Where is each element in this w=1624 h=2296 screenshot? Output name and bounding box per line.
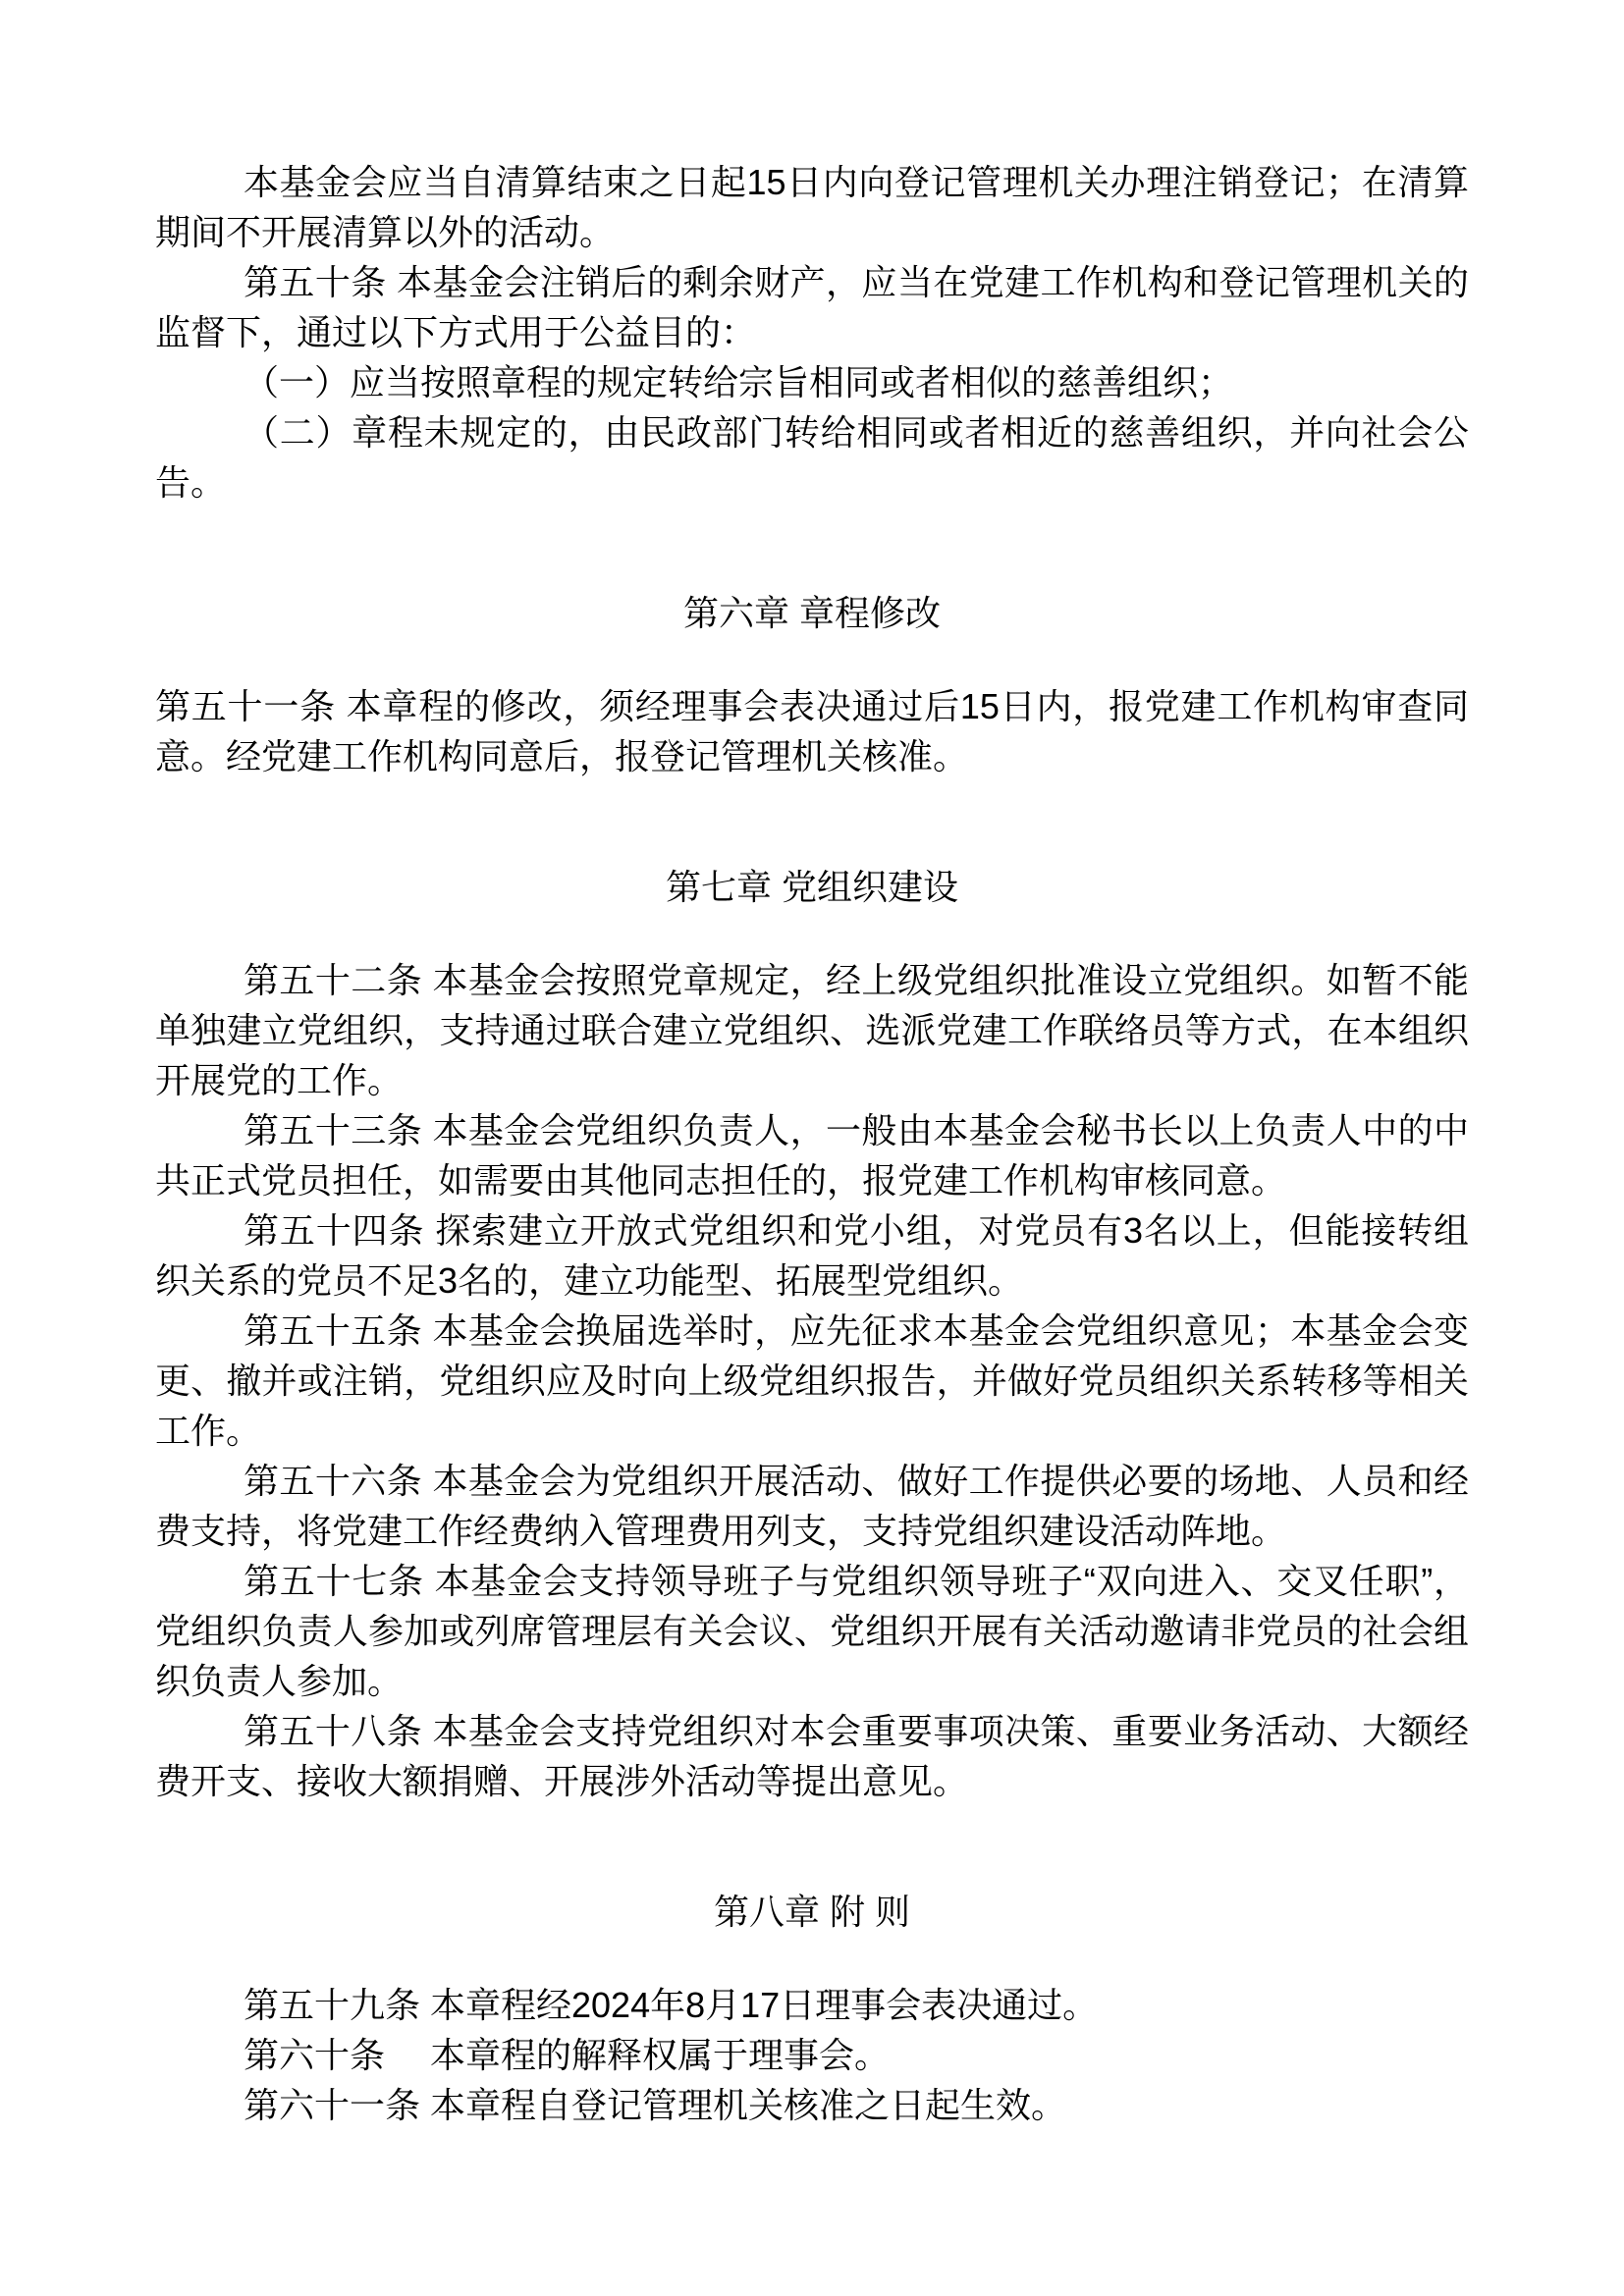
paragraph bbox=[155, 1556, 1469, 1706]
text-line: 意。经党建工作机构同意后，报登记管理机关核准。 bbox=[155, 736, 969, 776]
text-line: 第五十六条 本基金会为党组织开展活动、做好工作提供必要的场地、人员和经 bbox=[244, 1461, 1469, 1501]
paragraph bbox=[155, 681, 1469, 781]
text-line: 第五十九条 本章程经2024年8月17日理事会表决通过。 bbox=[244, 1985, 1099, 2025]
document-body bbox=[155, 157, 1469, 2130]
text-line: 工作。 bbox=[155, 1411, 262, 1451]
text-line: 第五十条 本基金会注销后的剩余财产，应当在党建工作机构和登记管理机关的 bbox=[244, 262, 1469, 302]
text-line: 第五十二条 本基金会按照党章规定，经上级党组织批准设立党组织。如暂不能 bbox=[244, 960, 1469, 1000]
text-line: 第五十五条 本基金会换届选举时，应先征求本基金会党组织意见；本基金会变 bbox=[244, 1310, 1469, 1351]
paragraph bbox=[155, 2080, 1469, 2130]
paragraph bbox=[155, 157, 1469, 257]
text-line: 第五十三条 本基金会党组织负责人，一般由本基金会秘书长以上负责人中的中 bbox=[244, 1110, 1469, 1150]
text-line: 第六十一条 本章程自登记管理机关核准之日起生效。 bbox=[244, 2085, 1067, 2125]
text-line: 单独建立党组织，支持通过联合建立党组织、选派党建工作联络员等方式，在本组织 bbox=[155, 1010, 1469, 1050]
text-line: 本基金会应当自清算结束之日起15日内向登记管理机关办理注销登记；在清算 bbox=[244, 162, 1469, 202]
text-line: 费支持，将党建工作经费纳入管理费用列支，支持党组织建设活动阵地。 bbox=[155, 1511, 1287, 1551]
text-line: 第五十四条 探索建立开放式党组织和党小组，对党员有3名以上，但能接转组 bbox=[244, 1210, 1469, 1251]
text-line: 更、撤并或注销，党组织应及时向上级党组织报告，并做好党员组织关系转移等相关 bbox=[155, 1361, 1469, 1401]
paragraph bbox=[155, 955, 1469, 1105]
text-line: 告。 bbox=[155, 462, 227, 503]
paragraph bbox=[155, 1706, 1469, 1806]
paragraph bbox=[155, 357, 1469, 407]
paragraph bbox=[155, 257, 1469, 357]
text-line: （一）应当按照章程的规定转给宗旨相同或者相似的慈善组织； bbox=[244, 362, 1234, 402]
text-line: 第五十七条 本基金会支持领导班子与党组织领导班子“双向进入、交叉任职”， bbox=[244, 1561, 1469, 1601]
paragraph bbox=[155, 1306, 1469, 1456]
paragraph bbox=[155, 2030, 1469, 2080]
paragraph bbox=[155, 1456, 1469, 1556]
paragraph bbox=[155, 1105, 1469, 1205]
text-line: 共正式党员担任，如需要由其他同志担任的，报党建工作机构审核同意。 bbox=[155, 1160, 1287, 1201]
chapter-heading: 第八章 附 则 bbox=[713, 1892, 910, 1932]
text-line: 第五十八条 本基金会支持党组织对本会重要事项决策、重要业务活动、大额经 bbox=[244, 1711, 1469, 1751]
text-line: 织关系的党员不足3名的，建立功能型、拓展型党组织。 bbox=[155, 1260, 1024, 1301]
text-line: 织负责人参加。 bbox=[155, 1661, 404, 1701]
paragraph bbox=[155, 1980, 1469, 2030]
text-line: 期间不开展清算以外的活动。 bbox=[155, 212, 616, 252]
text-line: 费开支、接收大额捐赠、开展涉外活动等提出意见。 bbox=[155, 1761, 969, 1801]
text-line: 第六十条 本章程的解释权属于理事会。 bbox=[244, 2035, 891, 2075]
text-line: 第五十一条 本章程的修改，须经理事会表决通过后15日内，报党建工作机构审查同 bbox=[155, 686, 1469, 726]
paragraph bbox=[155, 407, 1469, 507]
chapter-heading: 第七章 党组织建设 bbox=[665, 867, 958, 907]
paragraph bbox=[155, 1205, 1469, 1306]
text-line: 监督下，通过以下方式用于公益目的： bbox=[155, 312, 757, 352]
chapter-heading: 第六章 章程修改 bbox=[682, 593, 941, 633]
text-line: （二）章程未规定的，由民政部门转给相同或者相近的慈善组织，并向社会公 bbox=[244, 412, 1469, 453]
text-line: 党组织负责人参加或列席管理层有关会议、党组织开展有关活动邀请非党员的社会组 bbox=[155, 1611, 1469, 1651]
text-line: 开展党的工作。 bbox=[155, 1060, 404, 1100]
